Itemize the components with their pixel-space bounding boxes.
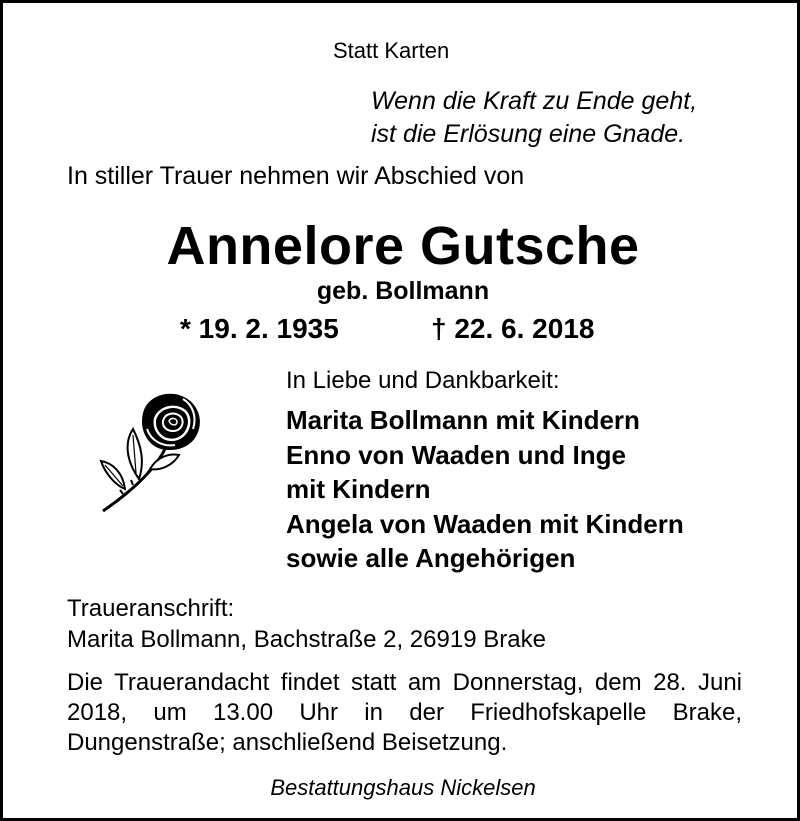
mourning-address	[67, 593, 546, 655]
mourner-line: sowie alle Angehörigen	[286, 543, 576, 573]
rose-icon	[95, 389, 207, 517]
maiden-name: geb. Bollmann	[316, 277, 490, 305]
intro-text: In stiller Trauer nehmen wir Abschied von	[67, 162, 525, 190]
memorial-quote	[371, 85, 697, 151]
address-text: Marita Bollmann, Bachstraße 2, 26919 Brake	[67, 626, 546, 653]
birth-date: * 19. 2. 1935	[180, 313, 339, 344]
quote-line-1: Wenn die Kraft zu Ende geht,	[371, 87, 698, 115]
mourners-list	[286, 403, 684, 576]
quote-line-2: ist die Erlösung eine Gnade.	[371, 120, 686, 148]
address-label: Traueranschrift:	[67, 595, 235, 622]
death-date: † 22. 6. 2018	[431, 313, 595, 344]
service-info: Die Trauerandacht findet statt am Donnerstag, dem 28. Juni 2018, um 13.00 Uhr in der Friedhofskapelle Brake, Dungenstraße; anschließend Beisetzung.	[67, 669, 742, 756]
mourner-line: mit Kindern	[286, 474, 431, 504]
mourner-line: Angela von Waaden mit Kindern	[286, 508, 684, 539]
mourner-line: Enno von Waaden und Inge	[286, 439, 626, 470]
deceased-name: Annelore Gutsche	[166, 216, 640, 276]
undertaker-name: Bestattungshaus Nickelsen	[270, 775, 536, 800]
gratitude-line: In Liebe und Dankbarkeit:	[286, 367, 560, 394]
mourner-line: Marita Bollmann mit Kindern	[286, 405, 640, 435]
header-statt-karten: Statt Karten	[333, 38, 450, 63]
